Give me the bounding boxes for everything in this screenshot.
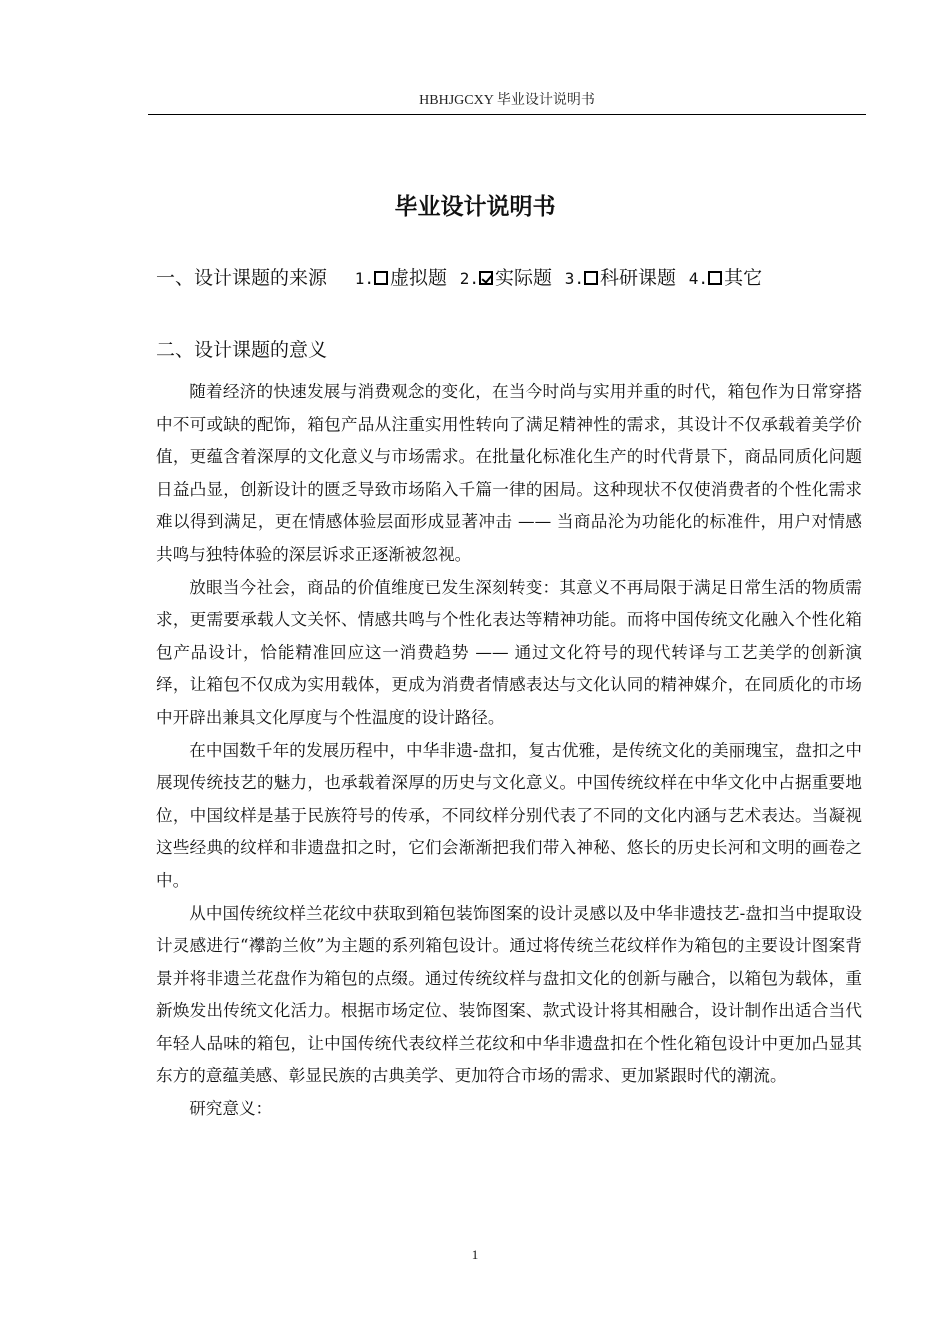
option-research xyxy=(565,268,676,288)
page-number: 1 xyxy=(471,1247,479,1262)
option-virtual xyxy=(355,268,447,288)
document-title: 毕业设计说明书 xyxy=(394,194,556,220)
checkbox-empty-icon xyxy=(374,271,388,285)
source-line xyxy=(156,262,876,295)
paragraph: 随着经济的快速发展与消费观念的变化，在当今时尚与实用并重的时代，箱包作为日常穿搭中不可或缺的配饰，箱包产品从注重实用性转向了满足精神性的需求，其设计不仅承载着美学价值，更蕴含着深厚的文化意义与市场需求。在批量化标准化生产的时代背景下，商品同质化问题日益凸显，创新设计的匮乏导致市场陷入千篇一律的困局。这种现状不仅使消费者的个性化需求难以得到满足，更在情感体验层面形成显著冲击 —— 当商品沦为功能化的标准件，用户对情感共鸣与独特体验的深层诉求正逐渐被忽视。 xyxy=(156,382,862,564)
option-num: 4. xyxy=(688,269,709,288)
option-num: 3. xyxy=(564,269,585,288)
page-header xyxy=(148,92,866,115)
checkbox-empty-icon xyxy=(584,271,598,285)
section-heading: 二、设计课题的意义 xyxy=(156,339,328,361)
source-label: 一、设计课题的来源 xyxy=(156,267,328,289)
option-num: 2. xyxy=(459,269,480,288)
paragraph: 放眼当今社会，商品的价值维度已发生深刻转变：其意义不再局限于满足日常生活的物质需求，更需要承载人文关怀、情感共鸣与个性化表达等精神功能。而将中国传统文化融入个性化箱包产品设计，恰能精准回应这一消费趋势 —— 通过文化符号的现代转译与工艺美学的创新演绎，让箱包不仅成为实用载体，更成为消费者情感表达与文化认同的精神媒介，在同质化的市场中开辟出兼具文化厚度与个性温度的设计路径。 xyxy=(156,577,862,727)
option-num: 1. xyxy=(354,269,375,288)
checkbox-empty-icon xyxy=(708,271,722,285)
paragraph: 在中国数千年的发展历程中，中华非遗-盘扣，复古优雅，是传统文化的美丽瑰宝，盘扣之中展现传统技艺的魅力，也承载着深厚的历史与文化意义。中国传统纹样在中华文化中占据重要地位，中国纹样是基于民族符号的传承，不同纹样分别代表了不同的文化内涵与艺术表达。当凝视这些经典的纹样和非遗盘扣之时，它们会渐渐把我们带入神秘、悠长的历史长河和文明的画卷之中。 xyxy=(156,740,862,890)
option-actual xyxy=(460,268,552,288)
option-label: 科研课题 xyxy=(600,267,677,289)
checkbox-checked-icon xyxy=(479,271,493,285)
paragraph: 研究意义： xyxy=(189,1099,273,1119)
option-label: 实际题 xyxy=(495,267,553,289)
body-text xyxy=(156,376,862,1126)
option-other xyxy=(689,268,762,288)
option-label: 其它 xyxy=(724,267,763,289)
paragraph: 从中国传统纹样兰花纹中获取到箱包装饰图案的设计灵感以及中华非遗技艺-盘扣当中提取设计灵感进行“襻韵兰攸”为主题的系列箱包设计。通过将传统兰花纹样作为箱包的主要设计图案背景并将非遗兰花盘作为箱包的点缀。通过传统纹样与盘扣文化的创新与融合，以箱包为载体，重新焕发出传统文化活力。根据市场定位、装饰图案、款式设计将其相融合，设计制作出适合当代年轻人品味的箱包，让中国传统代表纹样兰花纹和中华非遗盘扣在个性化箱包设计中更加凸显其东方的意蕴美感、彰显民族的古典美学、更加符合市场的需求、更加紧跟时代的潮流。 xyxy=(156,903,862,1086)
header-text: HBHJGCXY 毕业设计说明书 xyxy=(419,93,595,108)
option-label: 虚拟题 xyxy=(390,267,448,289)
